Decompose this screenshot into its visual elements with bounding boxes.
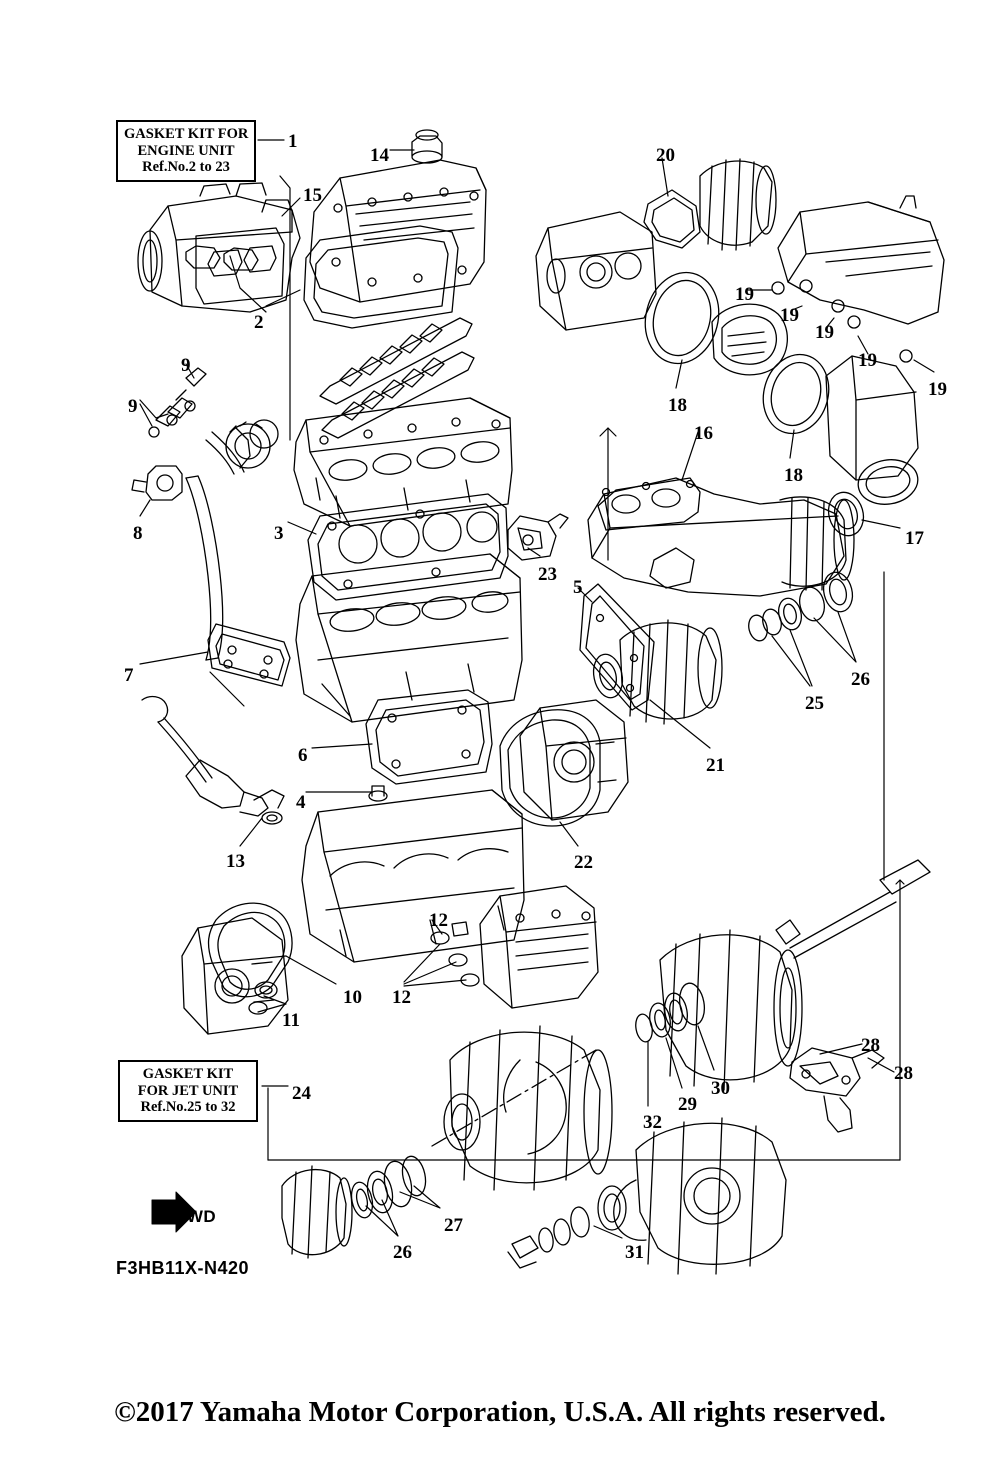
kit-jet-line3: Ref.No.25 to 32 [140, 1099, 236, 1116]
callout-number-12: 12 [429, 910, 448, 931]
callout-number-19: 19 [780, 305, 799, 326]
kit-jet-line2: FOR JET UNIT [137, 1082, 239, 1099]
callout-number-28: 28 [861, 1035, 880, 1056]
callout-number-13: 13 [226, 851, 245, 872]
callout-number-22: 22 [574, 852, 593, 873]
callout-number-30: 30 [711, 1078, 730, 1099]
callout-number-19: 19 [815, 322, 834, 343]
callout-number-26: 26 [393, 1242, 412, 1263]
kit-engine-line2: ENGINE UNIT [137, 142, 235, 159]
callout-number-18: 18 [784, 465, 803, 486]
callout-number-29: 29 [678, 1094, 697, 1115]
gasket-kit-jet-label [118, 1060, 258, 1122]
callout-number-17: 17 [905, 528, 924, 549]
callout-number-19: 19 [735, 284, 754, 305]
callout-number-24: 24 [292, 1083, 311, 1104]
callout-number-19: 19 [928, 379, 947, 400]
fwd-label: FWD [176, 1207, 217, 1226]
callout-number-25: 25 [805, 693, 824, 714]
callout-number-6: 6 [298, 745, 308, 766]
fwd-direction-marker [148, 1196, 234, 1242]
callout-number-4: 4 [296, 792, 306, 813]
kit-jet-line1: GASKET KIT [142, 1066, 234, 1082]
callout-number-26: 26 [851, 669, 870, 690]
callout-number-20: 20 [656, 145, 675, 166]
callout-number-19: 19 [858, 350, 877, 371]
callout-number-11: 11 [282, 1010, 300, 1031]
callout-number-15: 15 [303, 185, 322, 206]
copyright-notice: ©2017 Yamaha Motor Corporation, U.S.A. All rights reserved. [114, 1396, 886, 1428]
callout-number-28: 28 [894, 1063, 913, 1084]
callout-number-9: 9 [181, 355, 191, 376]
callout-number-1: 1 [288, 131, 298, 152]
callout-number-21: 21 [706, 755, 725, 776]
kit-engine-line3: Ref.No.2 to 23 [142, 159, 230, 176]
callout-number-32: 32 [643, 1112, 662, 1133]
callout-number-3: 3 [274, 523, 284, 544]
callout-number-7: 7 [124, 665, 134, 686]
callout-number-12: 12 [392, 987, 411, 1008]
callout-number-14: 14 [370, 145, 389, 166]
callout-number-16: 16 [694, 423, 713, 444]
callout-number-31: 31 [625, 1242, 644, 1263]
gasket-kit-engine-label [116, 120, 256, 182]
callout-number-5: 5 [573, 577, 583, 598]
callout-number-8: 8 [133, 523, 143, 544]
callout-number-27: 27 [444, 1215, 463, 1236]
drawing-number: F3HB11X-N420 [116, 1258, 250, 1278]
callout-number-10: 10 [343, 987, 362, 1008]
kit-engine-line1: GASKET KIT FOR [124, 126, 249, 142]
callout-number-2: 2 [254, 312, 264, 333]
callout-number-18: 18 [668, 395, 687, 416]
callout-number-9: 9 [128, 396, 138, 417]
callout-number-23: 23 [538, 564, 557, 585]
